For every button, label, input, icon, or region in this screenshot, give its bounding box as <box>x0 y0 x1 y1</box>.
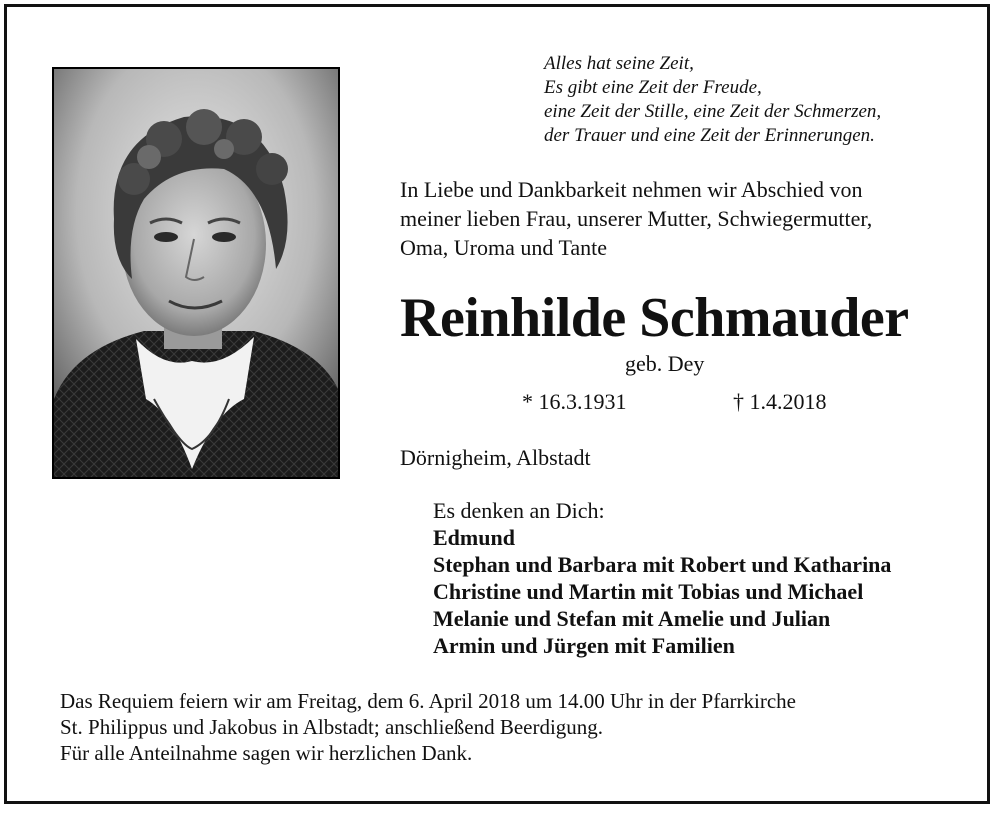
footer-line: Das Requiem feiern wir am Freitag, dem 6. April 2018 um 14.00 Uhr in der Pfarrkirche <box>60 689 796 713</box>
maiden-name: geb. Dey <box>625 351 705 376</box>
poem-line: Es gibt eine Zeit der Freude, <box>544 77 762 98</box>
poem-line: eine Zeit der Stille, eine Zeit der Schmerzen, <box>544 101 882 122</box>
intro-line: In Liebe und Dankbarkeit nehmen wir Abschied von <box>400 177 863 202</box>
portrait-illustration <box>54 69 338 477</box>
deceased-name: Reinhilde Schmauder <box>400 287 909 349</box>
hometown: Dörnigheim, Albstadt <box>400 445 591 470</box>
mourner-entry: Christine und Martin mit Tobias und Michael <box>433 579 864 604</box>
death-date: † 1.4.2018 <box>733 389 827 414</box>
farewell-intro <box>400 175 960 262</box>
intro-line: meiner lieben Frau, unserer Mutter, Schwiegermutter, <box>400 206 873 231</box>
portrait-photo <box>52 67 340 479</box>
poem-line: Alles hat seine Zeit, <box>544 53 694 74</box>
mourner-entry: Melanie und Stefan mit Amelie und Julian <box>433 606 831 631</box>
mourner-entry: Stephan und Barbara mit Robert und Katharina <box>433 552 892 577</box>
mourner-entry: Edmund <box>433 525 515 550</box>
birth-date: * 16.3.1931 <box>522 389 627 414</box>
footer-line: St. Philippus und Jakobus in Albstadt; anschließend Beerdigung. <box>60 715 604 739</box>
mourner-entry: Armin und Jürgen mit Familien <box>433 633 735 658</box>
footer-line: Für alle Anteilnahme sagen wir herzlichen Dank. <box>60 741 473 765</box>
mourners-list <box>433 497 973 659</box>
memorial-poem <box>544 52 974 148</box>
service-info <box>60 688 960 766</box>
mourners-heading: Es denken an Dich: <box>433 498 605 523</box>
poem-line: der Trauer und eine Zeit der Erinnerungen. <box>544 125 875 146</box>
intro-line: Oma, Uroma und Tante <box>400 235 608 260</box>
